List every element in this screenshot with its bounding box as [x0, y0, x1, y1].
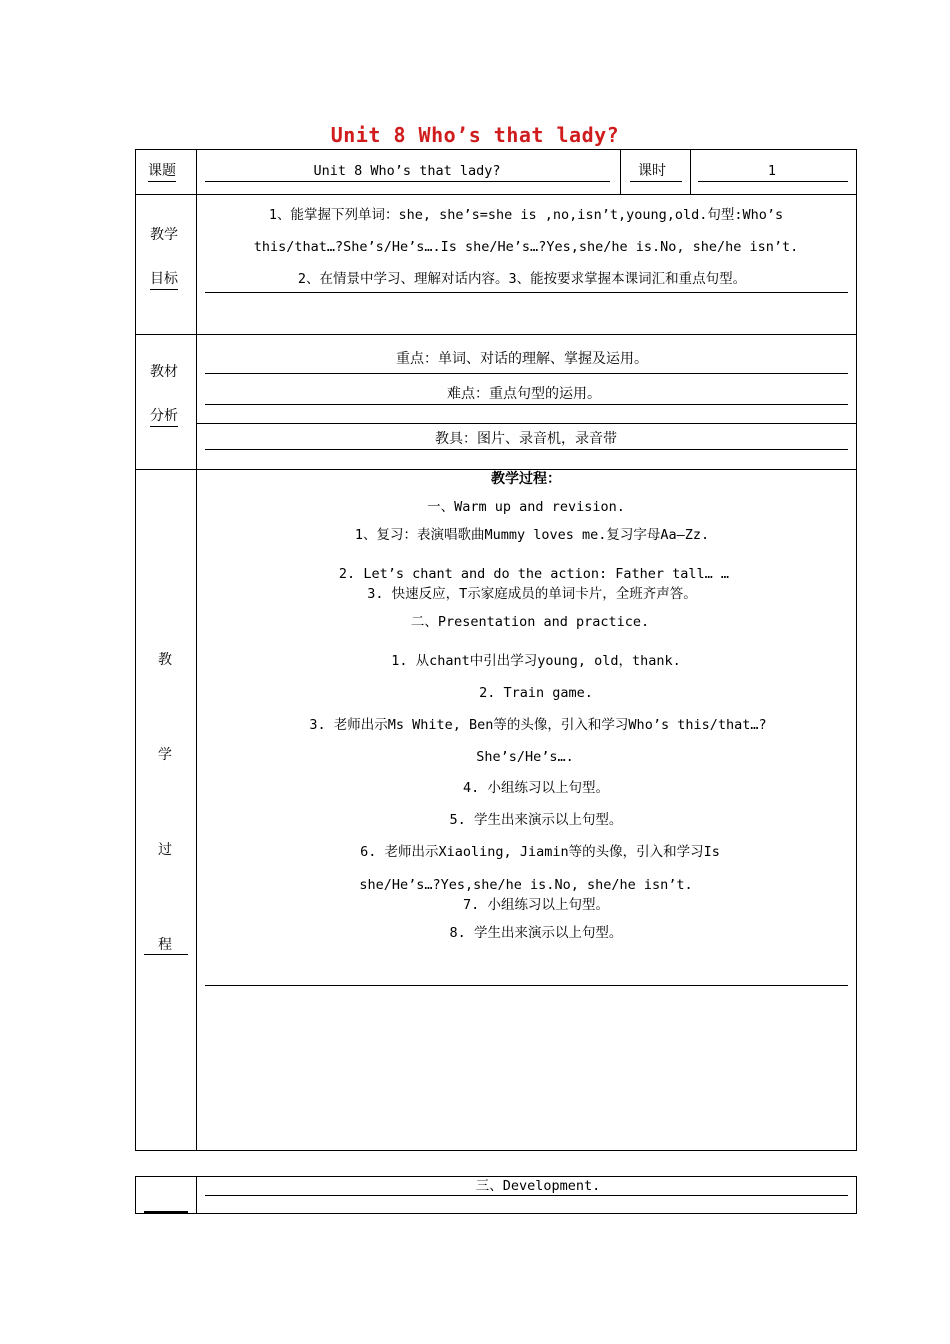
- label-underline: [144, 1211, 188, 1213]
- table-right-border: [856, 149, 857, 1150]
- key-point-underline: [205, 373, 848, 374]
- step-text: 5. 学生出来演示以上句型。: [449, 812, 623, 828]
- table-top-border: [135, 149, 857, 150]
- objectives-line-3: 2、在情景中学习、理解对话内容。3、能按要求掌握本课词汇和重点句型。: [297, 271, 747, 287]
- teaching-aids-underline: [205, 449, 848, 450]
- process-label-char: 过: [158, 842, 172, 858]
- step-text: 2. Let’s chant and do the action: Father tall… …: [338, 566, 730, 582]
- step-text: 3. 快速反应，T示家庭成员的单词卡片，全班齐声答。: [367, 586, 697, 602]
- objectives-label-1: 教学: [150, 227, 178, 243]
- step-text: 1. 从chant中引出学习young, old，thank.: [391, 653, 681, 669]
- label-column-divider: [196, 149, 197, 1150]
- process-label-char: 教: [158, 652, 172, 668]
- step-text: 7. 小组练习以上句型。: [463, 897, 609, 913]
- process-heading: 教学过程：: [491, 471, 561, 487]
- section-development: 三、Development.: [475, 1178, 601, 1194]
- step-text: 3. 老师出示Ms White, Ben等的头像，引入和学习Who’s this/that…?: [309, 717, 767, 733]
- process-label-char: 程: [158, 937, 172, 953]
- row-divider: [135, 194, 857, 195]
- analysis-divider: [196, 423, 857, 424]
- step-text: 4. 小组练习以上句型。: [463, 780, 609, 796]
- period-divider-right: [690, 149, 691, 194]
- step-text: 2. Train game.: [479, 685, 593, 701]
- table-bottom-border: [135, 1213, 857, 1214]
- step-text: 8. 学生出来演示以上句型。: [449, 925, 623, 941]
- objectives-label-2: 目标: [150, 270, 178, 290]
- table-left-border: [135, 1176, 136, 1213]
- period-label-underline: [630, 181, 682, 182]
- period-value-underline: [698, 181, 848, 182]
- period-value: 1: [767, 163, 777, 179]
- period-label: 课时: [638, 163, 666, 179]
- period-divider-left: [620, 149, 621, 194]
- process-label-underline: [144, 954, 188, 955]
- step-text: 1、复习：表演唱歌曲Mummy loves me.复习字母Aa—Zz.: [354, 527, 710, 543]
- objectives-line-2: this/that…?She’s/He’s….Is she/He’s…?Yes,she/he is.No, she/he isn’t.: [253, 239, 799, 255]
- difficulty: 难点：重点句型的运用。: [447, 386, 601, 402]
- table-left-border: [135, 149, 136, 1150]
- topic-value: Unit 8 Who’s that lady?: [313, 163, 501, 179]
- process-label-char: 学: [158, 747, 172, 763]
- row-divider: [135, 334, 857, 335]
- step-text: 6. 老师出示Xiaoling, Jiamin等的头像，引入和学习Is: [360, 844, 720, 860]
- process-underline: [205, 985, 848, 986]
- analysis-label-2: 分析: [150, 407, 178, 427]
- teaching-aids: 教具：图片、录音机，录音带: [435, 431, 617, 447]
- analysis-label-1: 教材: [150, 364, 178, 380]
- step-text: she/He’s…?Yes,she/he is.No, she/he isn’t.: [359, 877, 693, 893]
- objectives-line-1: 1、能掌握下列单词：she, she’s=she is ,no,isn’t,young,old.句型:Who’s: [268, 207, 784, 223]
- topic-label: 课题: [148, 162, 176, 182]
- label-column-divider: [196, 1176, 197, 1213]
- table-right-border: [856, 1176, 857, 1213]
- topic-underline: [205, 181, 610, 182]
- difficulty-underline: [205, 404, 848, 405]
- table-bottom-border: [135, 1150, 857, 1151]
- page-title: Unit 8 Who’s that lady?: [330, 123, 620, 147]
- section-presentation: 二、Presentation and practice.: [410, 614, 650, 630]
- step-text: She’s/He’s….: [476, 749, 574, 765]
- key-point: 重点：单词、对话的理解、掌握及运用。: [396, 351, 648, 367]
- objectives-underline: [205, 292, 848, 293]
- section-warm-up: 一、Warm up and revision.: [427, 499, 625, 515]
- development-underline: [205, 1195, 848, 1196]
